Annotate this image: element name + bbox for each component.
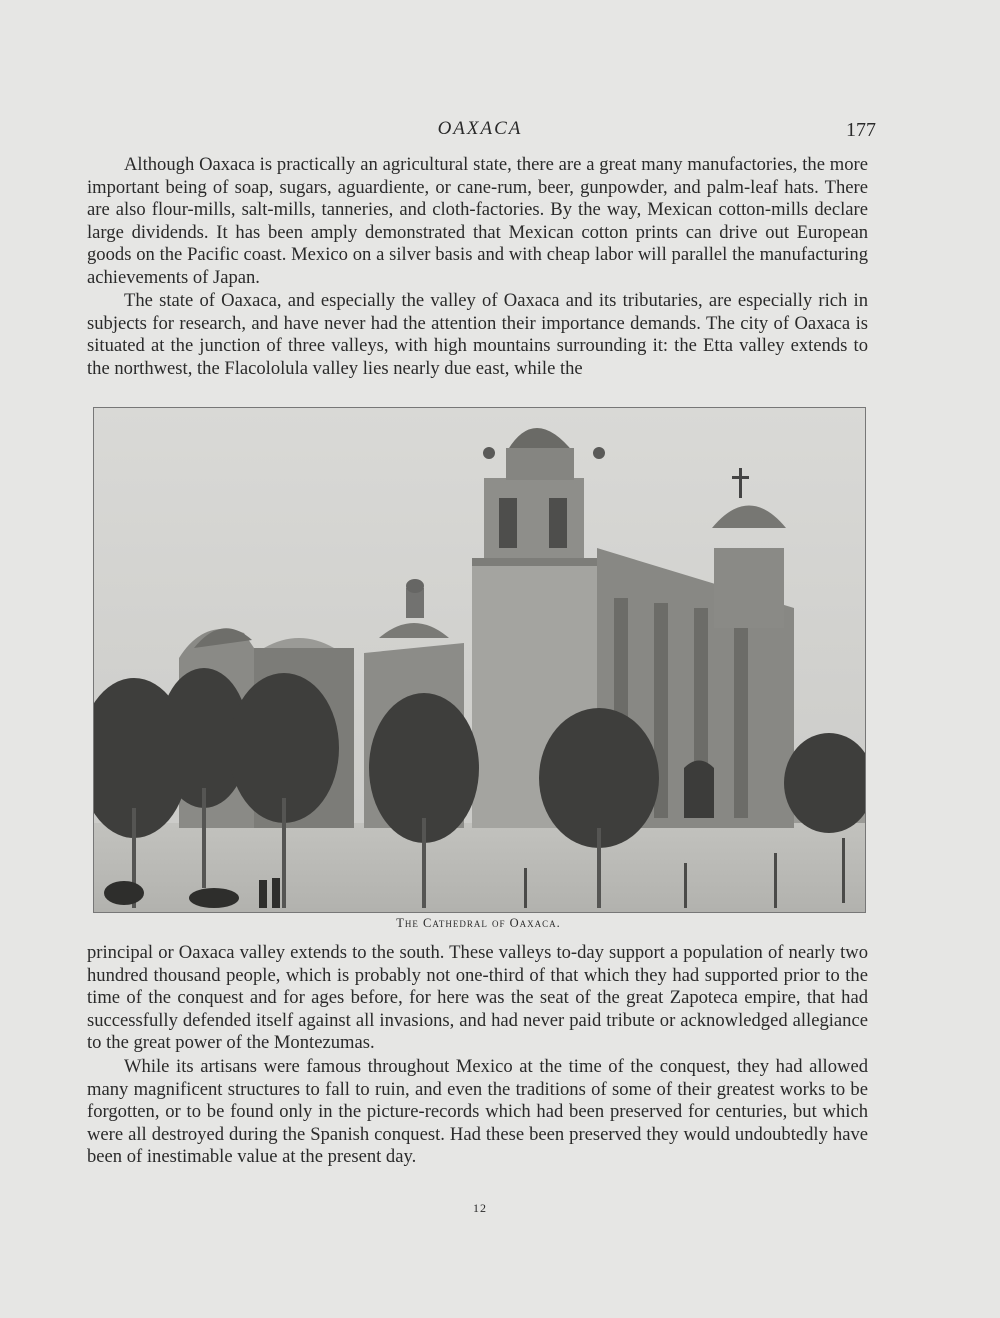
cathedral-photograph [93, 407, 866, 913]
figure-caption: The Cathedral of Oaxaca. [396, 916, 561, 930]
running-head [0, 118, 1000, 142]
running-title: OAXACA [437, 118, 523, 139]
paragraph-zapoteca: principal or Oaxaca valley extends to the south. These valleys to-day support a population of nearly two hundred thousand people, which is probably not one-third of that which they had supported prior to the time of the conquest and for ages before, for here was the seat of the great Zapoteca empire, that had successfully defended itself against all invasions, and had never paid tribute or acknowledged allegiance to the great power of the Montezumas. [87, 942, 868, 1054]
paragraph-manufactures: Although Oaxaca is practically an agricultural state, there are a great many manufactories, the more important being of soap, sugars, aguardiente, or cane-rum, beer, gunpowder, and palm-leaf hats. There are also flour-mills, salt-mills, tanneries, and cloth-factories. By the way, Mexican cotton-mills declare large dividends. It has been amply demonstrated that Mexican cotton prints can drive out European goods on the Pacific coast. Mexico on a silver basis and with cheap labor will parallel the manufacturing achievements of Japan. [87, 154, 868, 288]
page-number: 177 [846, 119, 876, 141]
paragraph-artisans: While its artisans were famous throughout Mexico at the time of the conquest, they had allowed many magnificent structures to fall to ruin, and even the traditions of some of their greatest works to be forgotten, or to be found only in the picture-records which had been preserved for centuries, but which were all destroyed during the Spanish conquest. Had these been preserved they would undoubtedly have been of inestimable value at the present day. [87, 1056, 868, 1168]
signature-mark: 12 [473, 1201, 487, 1215]
cathedral-illustration [94, 408, 865, 912]
paragraph-valleys: The state of Oaxaca, and especially the valley of Oaxaca and its tributaries, are especially rich in subjects for research, and have never had the attention their importance demands. The city of Oaxaca is situated at the junction of three valleys, with high mountains surrounding it: the Etta valley extends to the northwest, the Flacololula valley lies nearly due east, while the [87, 290, 868, 379]
